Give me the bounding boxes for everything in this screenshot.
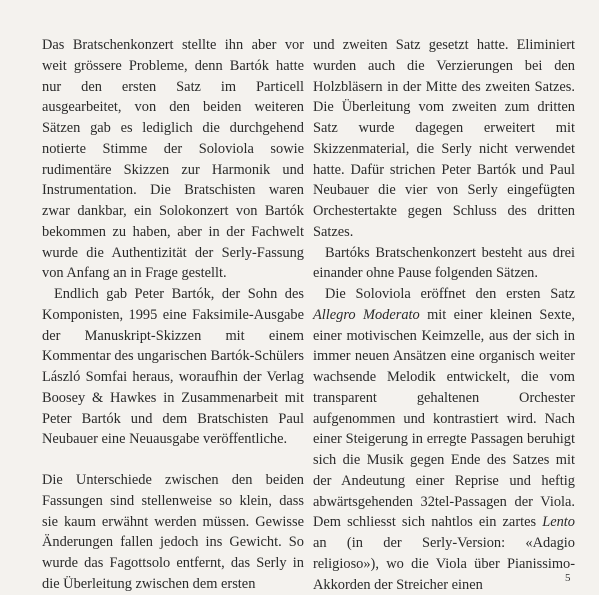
paragraph: Die Unterschiede zwischen den beiden Fassungen sind stellenweise so klein, dass sie kaum erwähnt werden müssen. Gewisse Änderungen fallen jedoch ins Gewicht. So wurde das Fagottsolo entfernt, das Serly in die Überleitung zwischen dem ersten bbox=[42, 472, 304, 592]
left-column bbox=[42, 35, 304, 595]
paragraph: und zweiten Satz gesetzt hatte. Eliminiert wurden auch die Verzierungen bei den Holzbläsern in der Mitte des zweiten Satzes. Die Überleitung vom zweiten zum dritten Satz wurde dagegen erweitert mit Skizzenmaterial, die Serly nicht verwendet hatte. Dafür strichen Peter Bartók und Paul Neubauer die vier von Serly eingefügten Orchestertakte gegen Schluss des dritten Satzes. bbox=[313, 37, 575, 240]
right-column bbox=[313, 35, 575, 595]
text-run: an (in der Serly-Version: «Adagio religioso»), wo die Viola über Pianissimo-Akkorden der Streicher einen bbox=[313, 535, 575, 593]
paragraph: Bartóks Bratschenkonzert besteht aus drei einander ohne Pause folgenden Sätzen. bbox=[313, 244, 575, 282]
movement-title: Allegro Moderato bbox=[313, 306, 420, 323]
text-run: Die Soloviola eröffnet den ersten Satz bbox=[325, 286, 575, 302]
movement-title: Lento bbox=[542, 514, 575, 531]
paragraph: Endlich gab Peter Bartók, der Sohn des Komponisten, 1995 eine Faksimile-Ausgabe der Manuskript-Skizzen mit einem Kommentar des ungarischen Bartók-Schülers László Somfai heraus, woraufhin der Verlag Boosey & Hawkes in Zusammenarbeit mit Peter Bartók und dem Bratschisten Paul Neubauer eine Neuausgabe veröffentliche. bbox=[42, 286, 304, 448]
paragraph: Das Bratschenkonzert stellte ihn aber vor weit grössere Probleme, denn Bartók hatte nur den ersten Satz im Particell ausgearbeitet, von den beiden weiteren Sätzen gab es lediglich die durchgehend notierte Stimme der Soloviola sowie rudimentäre Skizzen zur Harmonik und Instrumentation. Die Bratschisten waren zwar dankbar, ein Solokonzert von Bartók bekommen zu haben, aber in der Fachwelt wurde die Authentizität der Serly-Fassung von Anfang an in Frage gestellt. bbox=[42, 37, 304, 282]
paragraph bbox=[313, 284, 575, 595]
text-run: mit einer kleinen Sexte, einer motivischen Keimzelle, aus der sich in immer neuen Ansätzen eine organisch weiter wachsende Melodik entwickelt, die vom transparent gehaltenen Orchester aufgenommen und kontrastiert wird. Nach einer Steigerung in erregte Passagen beruhigt sich die Musik gegen Ende des Satzes mit der Andeutung einer Reprise und heftig abwärtsgehenden 32tel-Passagen der Viola. Dem schliesst sich nahtlos ein zartes bbox=[313, 306, 576, 531]
page-number: 5 bbox=[565, 572, 571, 584]
